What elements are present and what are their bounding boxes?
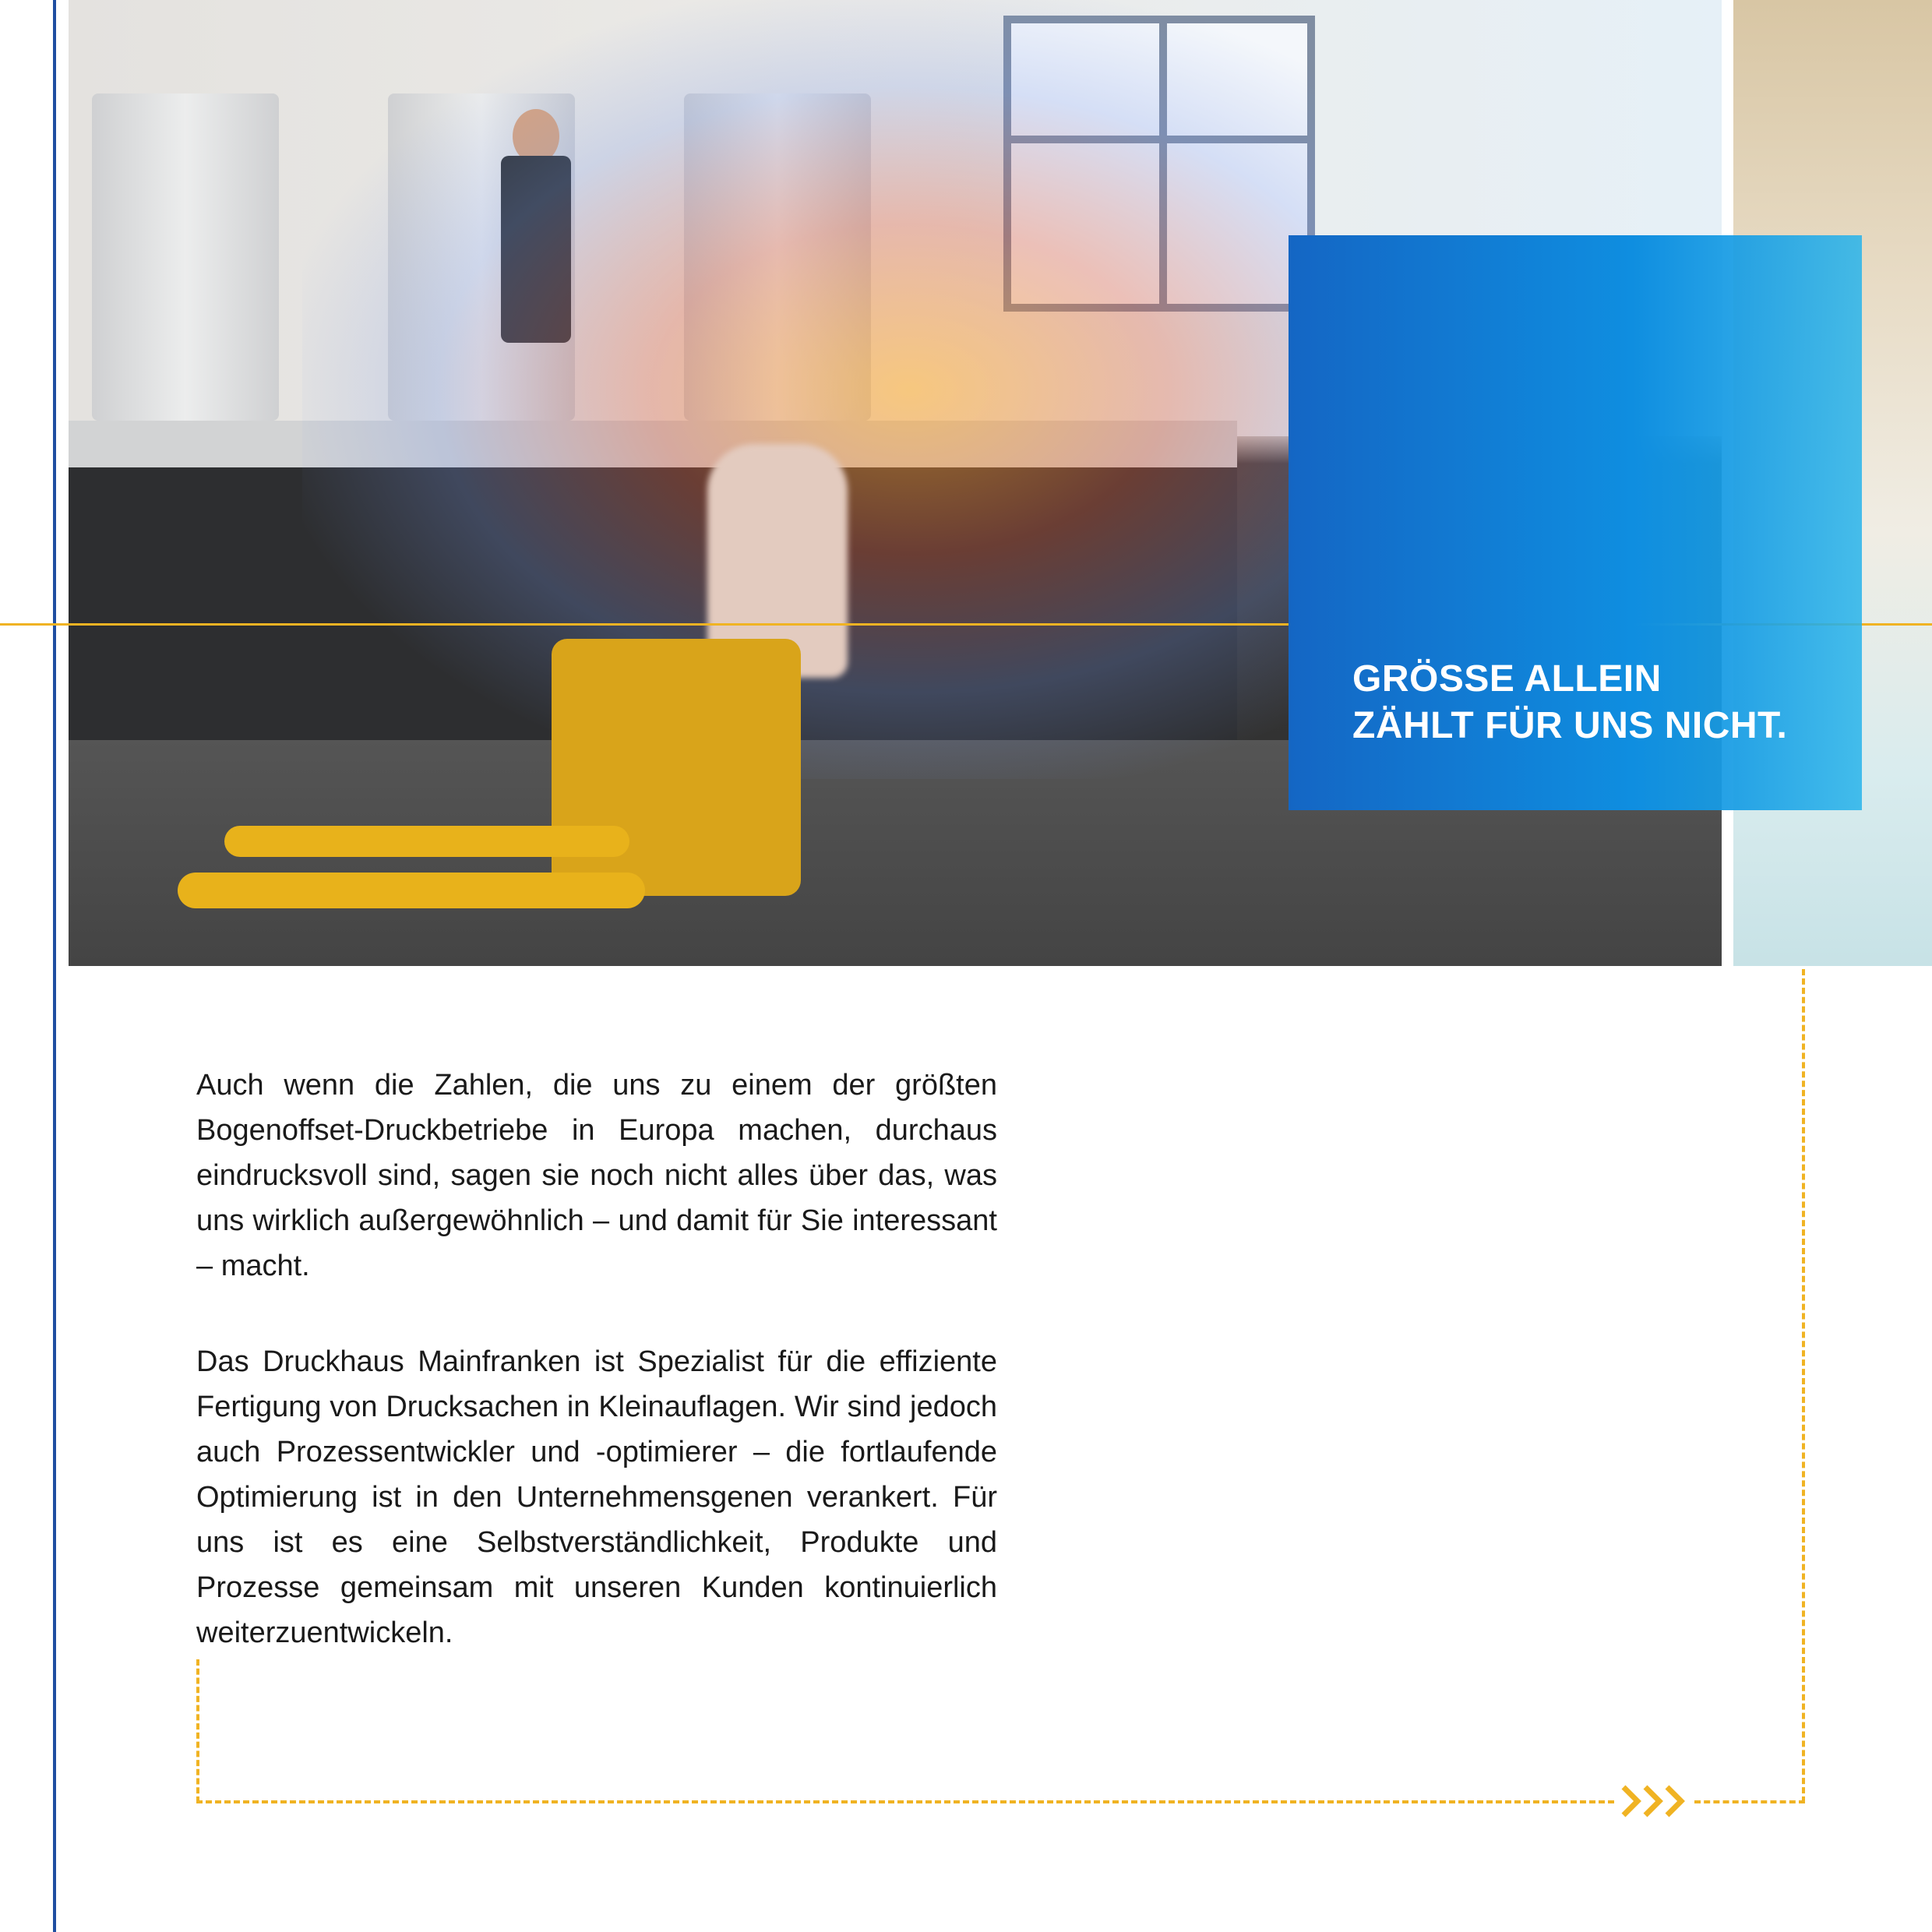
pallet-jack-fork [178, 873, 645, 908]
body-paragraph-2: Das Druckhaus Mainfranken ist Spezialist für die effiziente Fertigung von Drucksachen in Kleinauflagen. Wir sind jedoch auch Prozessentwickler und -optimierer – die fortlaufende Optimierung ist in den Unternehmensgenen verankert. Für uns ist es eine Selbstverständlichkeit, Produkte und Prozesse gemeinsam mit unseren Kunden kontinuierlich weiterzuentwickeln. [196, 1345, 997, 1649]
body-paragraph-1: Auch wenn die Zahlen, die uns zu einem der größten Bogenoffset-Druckbetriebe in Europa machen, durchaus eindrucksvoll sind, sagen sie noch nicht alles über das, was uns wirklich außergewöhnlich – und damit für Sie interessant – macht. [196, 1069, 997, 1282]
page-title-line-1: GRÖSSE ALLEIN [1352, 658, 1662, 700]
chevron-right-triple-icon [1620, 1781, 1690, 1821]
pallet-jack-fork [224, 826, 629, 857]
press-unit [92, 93, 279, 421]
dashed-guide-right [1802, 969, 1805, 1803]
headline-panel [1289, 235, 1862, 810]
dashed-guide-bottom [1694, 1800, 1805, 1803]
page-title-line-2: ZÄHLT FÜR UNS NICHT. [1352, 705, 1788, 746]
dashed-guide-left [196, 1659, 199, 1803]
dashed-guide-bottom [196, 1800, 1614, 1803]
pallet-jack [552, 639, 801, 896]
left-blue-rule [53, 0, 56, 1932]
page-title [1352, 656, 1831, 749]
